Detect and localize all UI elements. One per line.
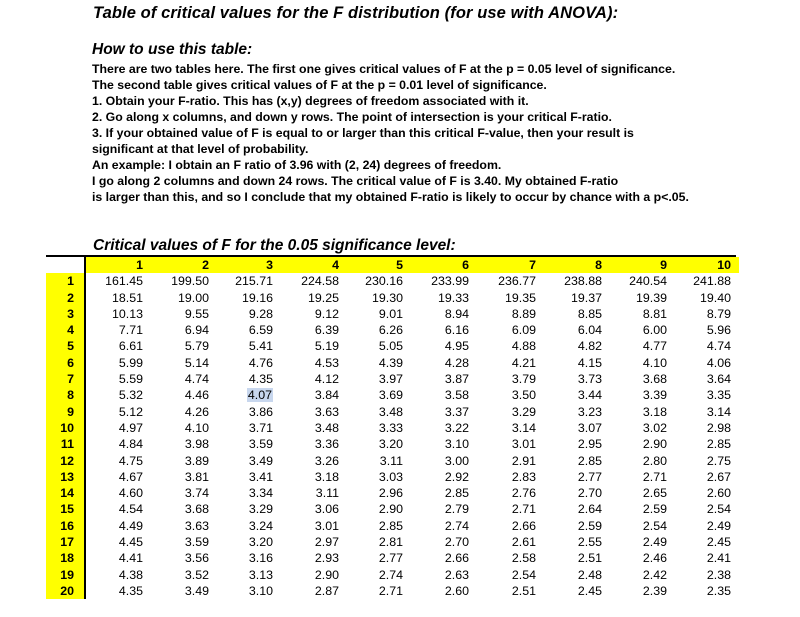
table-cell: 161.45: [105, 274, 143, 289]
table-cell: 6.04: [577, 323, 602, 338]
table-cell: 2.71: [642, 469, 667, 484]
instruction-line: An example: I obtain an F ratio of 3.96 with (2, 24) degrees of freedom.: [92, 158, 502, 172]
table-cell: 2.90: [378, 502, 403, 517]
column-header-8: 8: [544, 257, 610, 273]
table-cell: 8.94: [444, 306, 469, 321]
table-cell: 3.03: [378, 469, 403, 484]
column-header-3: 3: [217, 257, 281, 273]
instruction-line: The second table gives critical values of F at the p = 0.01 level of significance.: [92, 78, 547, 92]
table-cell: 2.45: [577, 583, 602, 598]
row-header-12: 12: [46, 453, 85, 469]
table-cell: 2.91: [511, 453, 536, 468]
table-cell: 3.10: [248, 583, 273, 598]
table-cell: 4.74: [706, 339, 731, 354]
table-cell: 3.44: [577, 388, 602, 403]
table-cell: 2.46: [642, 551, 667, 566]
f-critical-values-table: [46, 257, 740, 599]
table-cell: 3.24: [248, 518, 273, 533]
table-cell: 3.81: [184, 469, 209, 484]
table-row: [46, 322, 739, 338]
table-cell: 10.13: [111, 306, 143, 321]
table-cell: 19.25: [307, 290, 339, 305]
table-cell: 2.48: [577, 567, 602, 582]
column-header-5: 5: [347, 257, 411, 273]
table-cell: 3.11: [379, 453, 403, 468]
table-cell: 5.32: [118, 388, 143, 403]
column-header-1: 1: [85, 257, 151, 273]
table-row: [46, 485, 739, 501]
table-cell: 2.54: [642, 518, 667, 533]
table-cell: 3.07: [577, 420, 602, 435]
table-cell: 2.51: [577, 551, 602, 566]
row-header-16: 16: [46, 518, 85, 534]
table-cell: 19.16: [241, 290, 273, 305]
table-cell: 2.90: [642, 437, 667, 452]
table-cell: 19.30: [371, 290, 403, 305]
table-cell: 3.14: [706, 404, 731, 419]
table-cell: 2.58: [511, 551, 536, 566]
table-cell: 4.95: [444, 339, 469, 354]
table-cell: 5.14: [184, 355, 209, 370]
instruction-line: 3. If your obtained value of F is equal to or larger than this critical F-value, then your result is: [92, 126, 634, 140]
table-cell: 3.84: [314, 388, 339, 403]
table-cell: 5.59: [118, 372, 143, 387]
table-cell: 3.71: [248, 420, 273, 435]
table-cell: 2.85: [577, 453, 602, 468]
row-header-3: 3: [46, 306, 85, 322]
row-header-10: 10: [46, 420, 85, 436]
table-cell: 8.85: [577, 306, 602, 321]
row-header-1: 1: [46, 273, 85, 289]
table-cell: 3.48: [314, 420, 339, 435]
table-cell: 5.99: [118, 355, 143, 370]
table-cell: 2.80: [642, 453, 667, 468]
table-row: [46, 387, 739, 403]
table-row: [46, 501, 739, 517]
table-cell: 2.71: [378, 583, 403, 598]
table-cell: 4.15: [577, 355, 602, 370]
table-cell: 241.88: [693, 274, 731, 289]
column-header-10: 10: [675, 257, 739, 273]
table-cell: 2.95: [577, 437, 602, 452]
instruction-line: is larger than this, and so I conclude that my obtained F-ratio is likely to occur by chance with a p<.05.: [92, 190, 689, 204]
table-cell: 3.14: [511, 420, 536, 435]
table-cell: 3.49: [248, 453, 273, 468]
table-cell: 4.39: [378, 355, 403, 370]
table-cell: 3.06: [314, 502, 339, 517]
table-cell: 3.26: [314, 453, 339, 468]
table-cell: 9.28: [248, 306, 273, 321]
table-cell: 2.59: [577, 518, 602, 533]
table-cell: 2.74: [378, 567, 403, 582]
table-cell: 5.05: [378, 339, 403, 354]
row-header-9: 9: [46, 404, 85, 420]
table-cell: 3.63: [314, 404, 339, 419]
table-cell: 5.79: [184, 339, 209, 354]
table-cell: 2.77: [577, 469, 602, 484]
table-cell: 4.06: [706, 355, 731, 370]
table-cell: 2.77: [378, 551, 403, 566]
table-cell: 238.88: [564, 274, 602, 289]
table-cell: 233.99: [431, 274, 469, 289]
table-cell: 19.39: [635, 290, 667, 305]
table-cell: 3.68: [184, 502, 209, 517]
table-cell: 2.61: [511, 535, 536, 550]
table-cell: 2.59: [642, 502, 667, 517]
table-cell: 2.97: [314, 535, 339, 550]
table-cell: 5.96: [706, 323, 731, 338]
row-header-20: 20: [46, 583, 85, 599]
instructions: [92, 61, 782, 205]
table-cell: 18.51: [111, 290, 143, 305]
table-cell: 6.00: [642, 323, 667, 338]
table-cell: 19.40: [699, 290, 731, 305]
table-title: Critical values of F for the 0.05 significance level:: [93, 237, 456, 254]
table-cell: 3.13: [248, 567, 273, 582]
row-header-17: 17: [46, 534, 85, 550]
table-row: [46, 436, 739, 452]
table-cell: 3.29: [511, 404, 536, 419]
table-cell: 2.64: [577, 502, 602, 517]
table-cell: 6.61: [118, 339, 143, 354]
table-cell: 3.18: [314, 469, 339, 484]
table-cell: 3.11: [315, 486, 339, 501]
table-cell: 9.12: [314, 306, 339, 321]
table-row: [46, 420, 739, 436]
table-cell: 2.42: [642, 567, 667, 582]
table-cell: 199.50: [171, 274, 209, 289]
table-cell: 3.23: [577, 404, 602, 419]
table-cell: 3.00: [444, 453, 469, 468]
table-cell: 2.55: [577, 535, 602, 550]
column-header-9: 9: [610, 257, 675, 273]
table-row: [46, 469, 739, 485]
table-cell: 2.90: [314, 567, 339, 582]
table-row: [46, 453, 739, 469]
table-cell: 4.10: [184, 420, 209, 435]
table-cell: 2.38: [706, 567, 731, 582]
table-cell: 2.49: [642, 535, 667, 550]
row-header-8: 8: [46, 387, 85, 403]
table-row: [46, 273, 739, 289]
table-cell: 4.38: [118, 567, 143, 582]
table-row: [46, 550, 739, 566]
column-header-6: 6: [411, 257, 477, 273]
table-cell: 6.09: [511, 323, 536, 338]
table-cell: 5.19: [314, 339, 339, 354]
table-cell: 2.75: [706, 453, 731, 468]
table-cell: 2.87: [314, 583, 339, 598]
table-cell: 3.79: [511, 372, 536, 387]
table-cell: 3.98: [184, 437, 209, 452]
table-cell: 3.50: [511, 388, 536, 403]
table-cell: 2.65: [642, 486, 667, 501]
table-cell: 3.10: [444, 437, 469, 452]
table-cell: 4.41: [118, 551, 143, 566]
table-cell: 2.54: [706, 502, 731, 517]
table-cell: 2.63: [444, 567, 469, 582]
table-cell: 6.94: [184, 323, 209, 338]
table-cell: 2.83: [511, 469, 536, 484]
table-cell: 3.18: [642, 404, 667, 419]
table-cell: 8.81: [642, 306, 667, 321]
instruction-line: 1. Obtain your F-ratio. This has (x,y) degrees of freedom associated with it.: [92, 94, 529, 108]
table-row: [46, 306, 739, 322]
table-cell: 2.70: [444, 535, 469, 550]
table-cell: 3.97: [378, 372, 403, 387]
table-cell: 2.67: [706, 469, 731, 484]
table-cell: 4.35: [248, 372, 273, 387]
instruction-line: There are two tables here. The first one gives critical values of F at the p = 0.05 level of significance.: [92, 62, 676, 76]
table-cell: 2.85: [378, 518, 403, 533]
table-cell: 3.34: [248, 486, 273, 501]
table-cell: 3.39: [642, 388, 667, 403]
table-cell: 2.81: [378, 535, 403, 550]
table-cell: 8.89: [511, 306, 536, 321]
table-cell: 224.58: [301, 274, 339, 289]
table-cell: 4.10: [642, 355, 667, 370]
table-cell: 3.20: [248, 535, 273, 550]
selected-cell-value: 4.07: [247, 388, 272, 403]
table-cell: 4.35: [118, 583, 143, 598]
table-cell: 4.82: [577, 339, 602, 354]
table-cell: 9.01: [378, 306, 403, 321]
table-cell: 2.93: [314, 551, 339, 566]
table-cell: 2.85: [706, 437, 731, 452]
table-cell: 3.89: [184, 453, 209, 468]
table-cell: 3.36: [314, 437, 339, 452]
table-cell: 19.37: [570, 290, 602, 305]
table-cell: 2.96: [378, 486, 403, 501]
table-cell: 3.16: [248, 551, 273, 566]
table-row: [46, 534, 739, 550]
table-cell: 3.48: [378, 404, 403, 419]
column-header-4: 4: [281, 257, 347, 273]
table-cell: 2.74: [444, 518, 469, 533]
table-cell: 2.76: [511, 486, 536, 501]
table-cell: 3.63: [184, 518, 209, 533]
table-cell: 3.49: [184, 583, 209, 598]
row-header-15: 15: [46, 501, 85, 517]
how-to-heading: How to use this table:: [92, 41, 253, 58]
table-cell: 2.70: [577, 486, 602, 501]
row-header-14: 14: [46, 485, 85, 501]
table-cell: 4.75: [118, 453, 143, 468]
selected-cell: [217, 387, 281, 403]
table-cell: 19.33: [437, 290, 469, 305]
table-cell: 3.29: [248, 502, 273, 517]
table-cell: 3.73: [577, 372, 602, 387]
table-cell: 2.71: [511, 502, 536, 517]
table-row: [46, 583, 739, 599]
table-cell: 3.52: [184, 567, 209, 582]
table-cell: 4.97: [118, 420, 143, 435]
table-corner: [46, 257, 85, 273]
table-cell: 3.59: [248, 437, 273, 452]
table-cell: 2.39: [642, 583, 667, 598]
table-cell: 3.01: [314, 518, 339, 533]
table-cell: 3.68: [642, 372, 667, 387]
table-cell: 4.53: [314, 355, 339, 370]
table-cell: 230.16: [365, 274, 403, 289]
column-header-2: 2: [151, 257, 217, 273]
table-cell: 4.49: [118, 518, 143, 533]
row-header-11: 11: [46, 436, 85, 452]
row-header-6: 6: [46, 355, 85, 371]
table-cell: 2.66: [444, 551, 469, 566]
row-header-5: 5: [46, 338, 85, 354]
table-row: [46, 290, 739, 306]
table-cell: 4.46: [184, 388, 209, 403]
table-cell: 2.92: [444, 469, 469, 484]
table-cell: 240.54: [629, 274, 667, 289]
table-cell: 3.22: [444, 420, 469, 435]
table-cell: 6.59: [248, 323, 273, 338]
table-cell: 4.45: [118, 535, 143, 550]
table-cell: 4.76: [248, 355, 273, 370]
table-cell: 3.56: [184, 551, 209, 566]
table-row: [46, 404, 739, 420]
table-cell: 4.88: [511, 339, 536, 354]
table-cell: 3.41: [248, 469, 273, 484]
table-cell: 3.37: [444, 404, 469, 419]
table-cell: 19.35: [504, 290, 536, 305]
table-cell: 6.39: [314, 323, 339, 338]
table-cell: 4.26: [184, 404, 209, 419]
table-cell: 9.55: [184, 306, 209, 321]
table-cell: 236.77: [498, 274, 536, 289]
table-cell: 4.54: [118, 502, 143, 517]
table-cell: 3.69: [378, 388, 403, 403]
table-cell: 19.00: [177, 290, 209, 305]
column-header-7: 7: [477, 257, 544, 273]
table-cell: 3.74: [184, 486, 209, 501]
table-cell: 5.41: [248, 339, 273, 354]
table-cell: 3.58: [444, 388, 469, 403]
table-cell: 2.60: [444, 583, 469, 598]
table-cell: 3.20: [378, 437, 403, 452]
table-cell: 2.35: [706, 583, 731, 598]
instruction-line: 2. Go along x columns, and down y rows. The point of intersection is your critical F-ratio.: [92, 110, 612, 124]
table-cell: 2.60: [706, 486, 731, 501]
table-cell: 3.35: [706, 388, 731, 403]
table-cell: 2.79: [444, 502, 469, 517]
row-header-7: 7: [46, 371, 85, 387]
table-row: [46, 518, 739, 534]
table-cell: 4.28: [444, 355, 469, 370]
table-cell: 3.87: [444, 372, 469, 387]
table-row: [46, 371, 739, 387]
table-cell: 6.26: [378, 323, 403, 338]
table-cell: 2.66: [511, 518, 536, 533]
table-cell: 3.02: [642, 420, 667, 435]
instruction-line: significant at that level of probability.: [92, 142, 309, 156]
table-cell: 2.41: [706, 551, 731, 566]
table-cell: 3.64: [706, 372, 731, 387]
table-cell: 3.59: [184, 535, 209, 550]
table-cell: 3.01: [511, 437, 536, 452]
table-cell: 4.67: [118, 469, 143, 484]
table-cell: 3.33: [378, 420, 403, 435]
table-cell: 2.49: [706, 518, 731, 533]
table-cell: 5.12: [118, 404, 143, 419]
table-cell: 4.74: [184, 372, 209, 387]
table-body: [46, 273, 739, 599]
table-cell: 7.71: [118, 323, 143, 338]
table-row: [46, 338, 739, 354]
table-cell: 215.71: [235, 274, 273, 289]
instruction-line: I go along 2 columns and down 24 rows. The critical value of F is 3.40. My obtained F-ratio: [92, 174, 619, 188]
table-row: [46, 567, 739, 583]
row-header-19: 19: [46, 567, 85, 583]
table-cell: 4.60: [118, 486, 143, 501]
table-cell: 4.77: [642, 339, 667, 354]
table-cell: 8.79: [706, 306, 731, 321]
row-header-13: 13: [46, 469, 85, 485]
document-title: Table of critical values for the F distribution (for use with ANOVA):: [93, 4, 619, 22]
table-row: [46, 355, 739, 371]
column-header-row: [46, 257, 739, 273]
table-cell: 2.98: [706, 420, 731, 435]
table-cell: 4.84: [118, 437, 143, 452]
row-header-18: 18: [46, 550, 85, 566]
table-cell: 4.12: [314, 372, 339, 387]
table-cell: 6.16: [444, 323, 469, 338]
table-cell: 2.51: [511, 583, 536, 598]
table-cell: 2.54: [511, 567, 536, 582]
table-cell: 3.86: [248, 404, 273, 419]
table-cell: 2.85: [444, 486, 469, 501]
table-cell: 4.21: [511, 355, 536, 370]
row-header-2: 2: [46, 290, 85, 306]
table-cell: 2.45: [706, 535, 731, 550]
row-header-4: 4: [46, 322, 85, 338]
